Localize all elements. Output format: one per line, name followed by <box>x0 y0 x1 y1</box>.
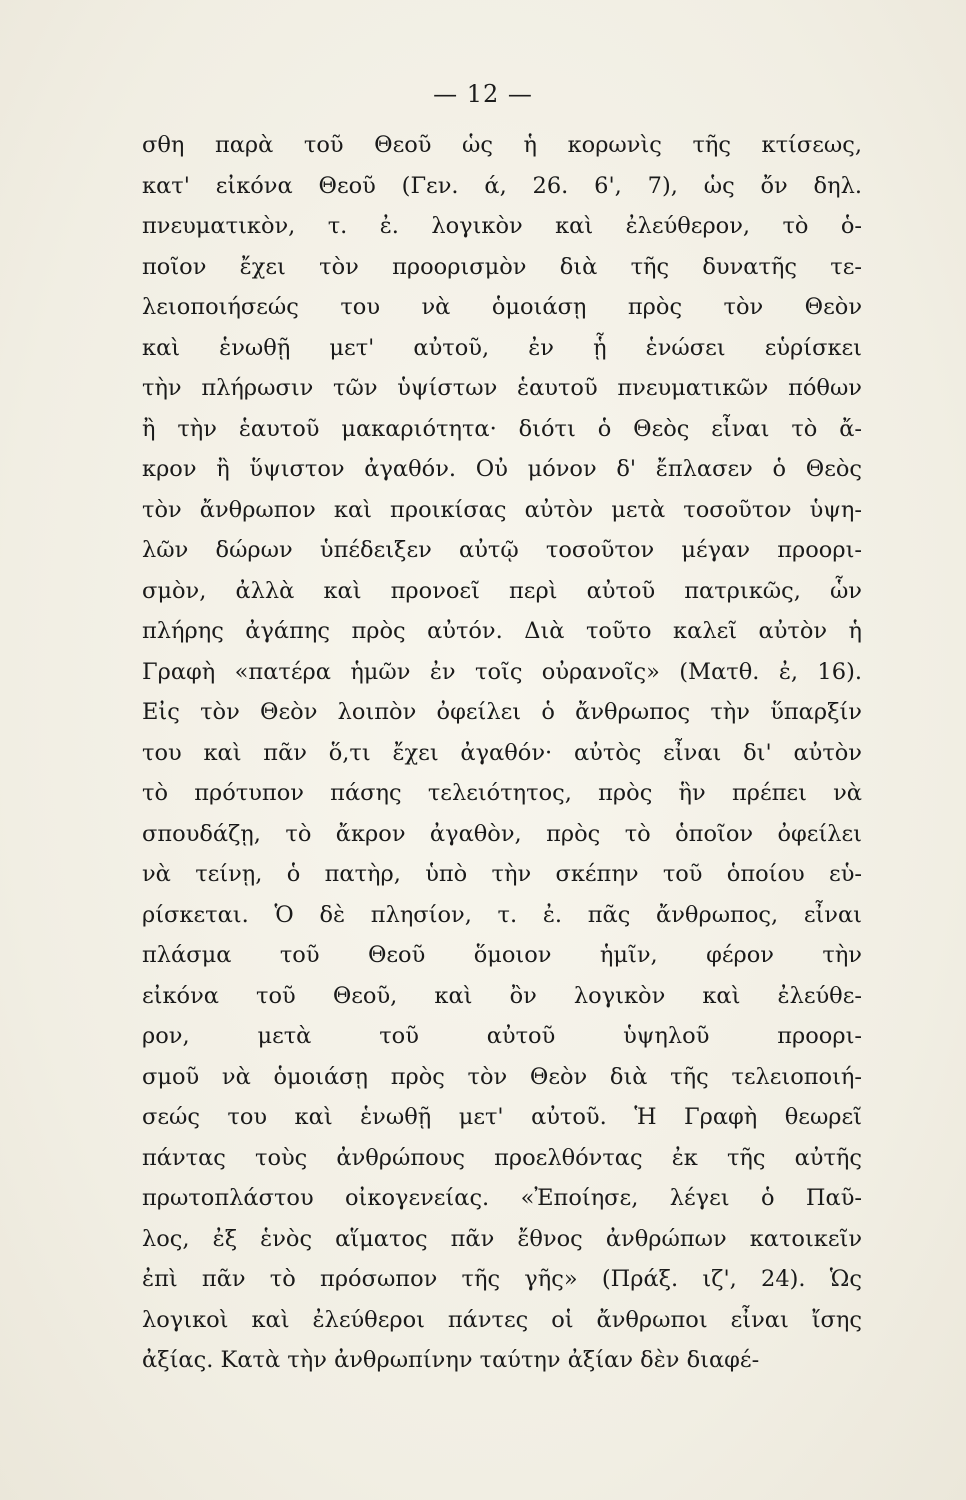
body-text <box>142 125 862 1381</box>
text-line-22: εἰκόνα τοῦ Θεοῦ, καὶ ὂν λογικὸν καὶ ἐλεύθε- <box>142 982 862 1009</box>
text-line-10: τὸν ἄνθρωπον καὶ προικίσας αὐτὸν μετὰ τοσοῦτον ὑψη- <box>142 496 862 523</box>
text-line-8: ἢ τὴν ἑαυτοῦ μακαριότητα· διότι ὁ Θεὸς εἶναι τὸ ἄ- <box>142 415 862 442</box>
text-line-1: σθη παρὰ τοῦ Θεοῦ ὡς ἡ κορωνὶς τῆς κτίσεως, <box>142 132 862 158</box>
text-line-6: καὶ ἑνωθῇ μετ' αὐτοῦ, ἐν ᾗ ἑνώσει εὑρίσκει <box>142 334 862 361</box>
text-line-13: πλήρης ἀγάπης πρὸς αὐτόν. Διὰ τοῦτο καλεῖ αὐτὸν ἡ <box>142 618 862 644</box>
text-line-7: τὴν πλήρωσιν τῶν ὑψίστων ἑαυτοῦ πνευματικῶν πόθων <box>142 375 862 401</box>
text-line-3: πνευματικὸν, τ. ἐ. λογικὸν καὶ ἐλεύθερον, τὸ ὁ- <box>142 213 862 239</box>
text-line-31: ἀξίας. Κατὰ τὴν ἀνθρωπίνην ταύτην ἀξίαν δὲν διαφέ- <box>142 1347 760 1373</box>
text-line-28: λος, ἐξ ἑνὸς αἵματος πᾶν ἔθνος ἀνθρώπων κατοικεῖν <box>142 1225 862 1252</box>
text-line-25: σεώς του καὶ ἑνωθῇ μετ' αὐτοῦ. Ἡ Γραφὴ θεωρεῖ <box>142 1104 862 1130</box>
text-line-17: τὸ πρότυπον πάσης τελειότητος, πρὸς ἣν πρέπει νὰ <box>142 780 862 806</box>
text-line-4: ποῖον ἔχει τὸν προορισμὸν διὰ τῆς δυνατῆς τε- <box>142 253 862 280</box>
text-line-11: λῶν δώρων ὑπέδειξεν αὐτῷ τοσοῦτον μέγαν προορι- <box>142 537 862 563</box>
text-line-23: ρον, μετὰ τοῦ αὐτοῦ ὑψηλοῦ προορι- <box>142 1023 862 1049</box>
text-line-26: πάντας τοὺς ἀνθρώπους προελθόντας ἐκ τῆς αὐτῆς <box>142 1144 862 1171</box>
text-line-24: σμοῦ νὰ ὁμοιάσῃ πρὸς τὸν Θεὸν διὰ τῆς τελειοποιή- <box>142 1063 862 1090</box>
text-line-9: κρον ἢ ὕψιστον ἀγαθόν. Οὐ μόνον δ' ἔπλασεν ὁ Θεὸς <box>142 456 862 482</box>
page-number: — 12 — <box>433 80 533 108</box>
text-line-30: λογικοὶ καὶ ἐλεύθεροι πάντες οἱ ἄνθρωποι εἶναι ἴσης <box>142 1306 862 1333</box>
text-line-5: λειοποιήσεώς του νὰ ὁμοιάσῃ πρὸς τὸν Θεὸν <box>142 294 862 320</box>
text-line-29: ἐπὶ πᾶν τὸ πρόσωπον τῆς γῆς» (Πράξ. ιζ', 24). Ὡς <box>142 1266 862 1292</box>
text-line-12: σμὸν, ἀλλὰ καὶ προνοεῖ περὶ αὐτοῦ πατρικῶς, ὧν <box>142 577 862 604</box>
text-line-21: πλάσμα τοῦ Θεοῦ ὅμοιον ἡμῖν, φέρον τὴν <box>142 942 862 968</box>
text-line-2: κατ' εἰκόνα Θεοῦ (Γεν. ά, 26. 6', 7), ὡς ὄν δηλ. <box>142 172 862 199</box>
text-line-27: πρωτοπλάστου οἰκογενείας. «Ἐποίησε, λέγει ὁ Παῦ- <box>142 1185 862 1211</box>
text-line-18: σπουδάζῃ, τὸ ἄκρον ἀγαθὸν, πρὸς τὸ ὁποῖον ὀφείλει <box>142 820 862 847</box>
text-line-15: Εἰς τὸν Θεὸν λοιπὸν ὀφείλει ὁ ἄνθρωπος τὴν ὕπαρξίν <box>142 699 862 725</box>
text-line-20: ρίσκεται. Ὁ δὲ πλησίον, τ. ἐ. πᾶς ἄνθρωπος, εἶναι <box>142 901 862 928</box>
text-line-14: Γραφὴ «πατέρα ἡμῶν ἐν τοῖς οὐρανοῖς» (Ματθ. ἐ, 16). <box>142 658 862 685</box>
text-line-19: νὰ τείνῃ, ὁ πατὴρ, ὑπὸ τὴν σκέπην τοῦ ὁποίου εὑ- <box>142 861 862 887</box>
text-line-16: του καὶ πᾶν ὅ,τι ἔχει ἀγαθόν· αὐτὸς εἶναι δι' αὐτὸν <box>142 739 862 766</box>
